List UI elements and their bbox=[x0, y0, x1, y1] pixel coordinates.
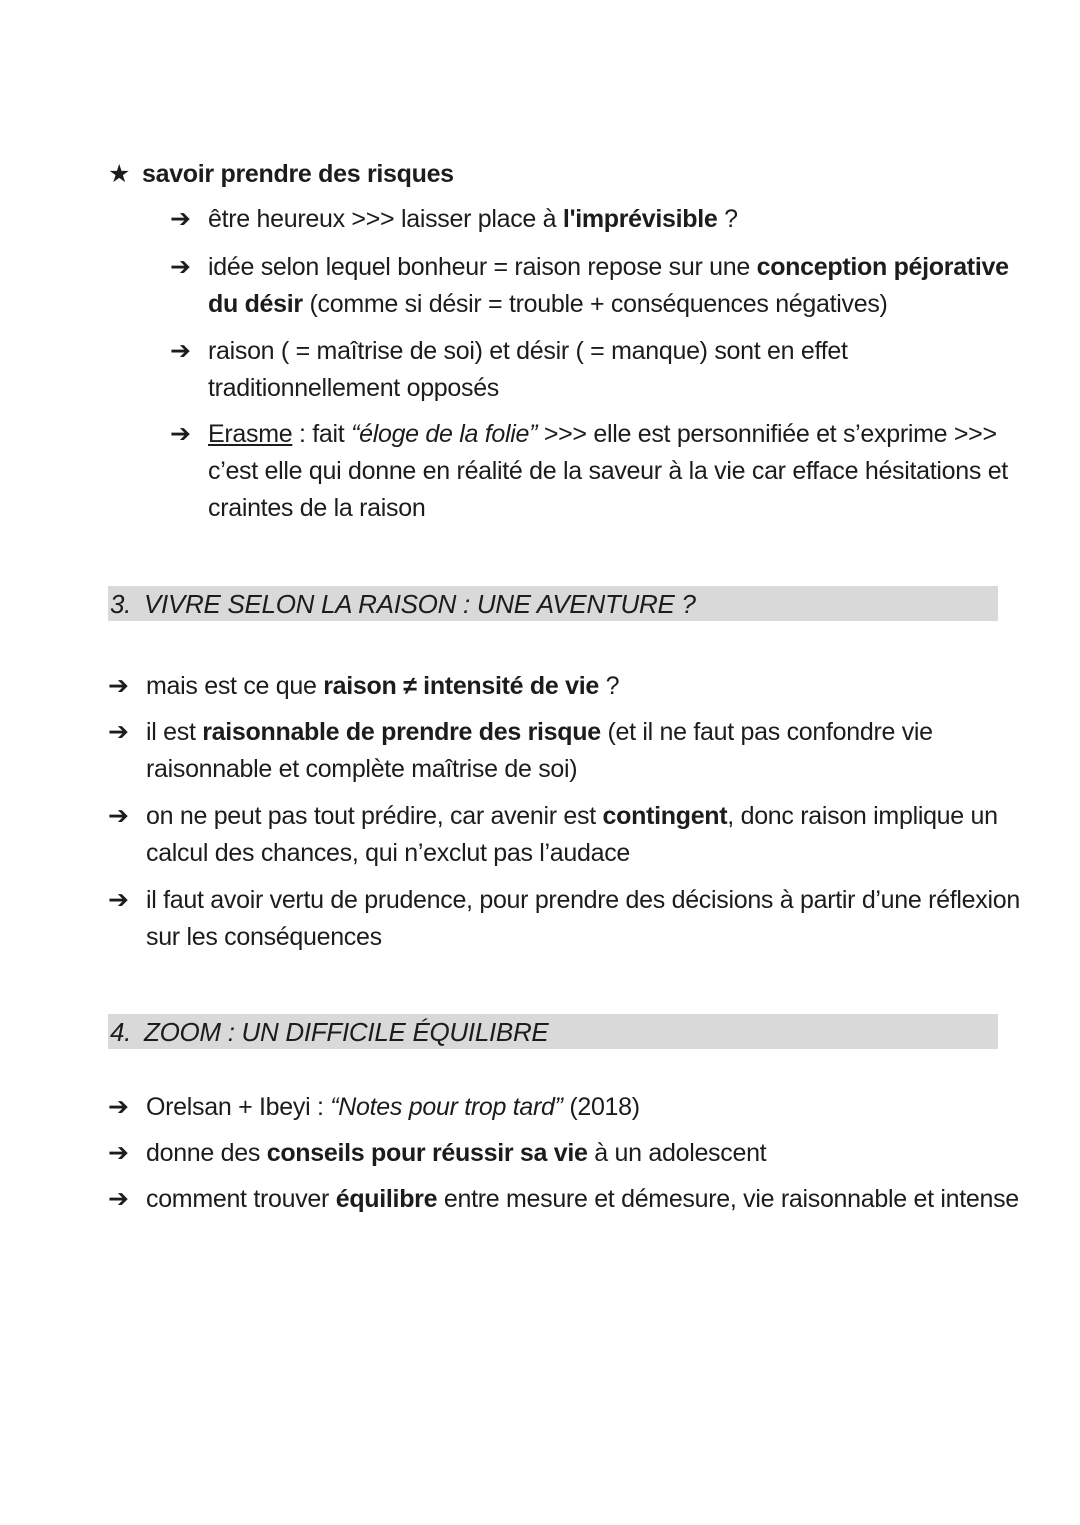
list-item: ➔ il faut avoir vertu de prudence, pour prendre des décisions à partir d’une réflexion sur les conséquences bbox=[108, 882, 1046, 956]
section-title: VIVRE SELON LA RAISON : UNE AVENTURE ? bbox=[144, 589, 696, 619]
arrow-icon: ➔ bbox=[170, 205, 191, 233]
list-item: ➔ raison ( = maîtrise de soi) et désir ( = manque) sont en effet traditionnellement opposés bbox=[170, 333, 1028, 407]
list-item: ➔ on ne peut pas tout prédire, car avenir est contingent, donc raison implique un calcul des chances, qui n’exclut pas l’audace bbox=[108, 798, 1046, 872]
section-heading bbox=[108, 1014, 998, 1049]
arrow-icon: ➔ bbox=[108, 718, 129, 746]
arrow-icon: ➔ bbox=[108, 672, 129, 700]
list-item: ➔ Erasme : fait “éloge de la folie” >>> elle est personnifiée et s’exprime >>> c’est elle qui donne en réalité de la saveur à la vie car efface hésitations et craintes de la raison bbox=[170, 416, 1028, 527]
arrow-icon: ➔ bbox=[108, 1185, 129, 1213]
list-item: ➔ il est raisonnable de prendre des risque (et il ne faut pas confondre vie raisonnable et complète maîtrise de soi) bbox=[108, 714, 1046, 788]
star-heading-text: savoir prendre des risques bbox=[142, 160, 454, 188]
arrow-icon: ➔ bbox=[170, 337, 191, 365]
list-item: ➔ idée selon lequel bonheur = raison repose sur une conception péjorative du désir (comme si désir = trouble + conséquences négatives) bbox=[170, 249, 1028, 323]
arrow-icon: ➔ bbox=[170, 420, 191, 448]
section-heading bbox=[108, 586, 998, 621]
arrow-icon: ➔ bbox=[108, 886, 129, 914]
section-title: ZOOM : UN DIFFICILE ÉQUILIBRE bbox=[144, 1017, 549, 1047]
star-heading bbox=[108, 156, 1008, 193]
list-item: ➔ mais est ce que raison ≠ intensité de vie ? bbox=[108, 668, 1046, 705]
list-item: ➔ comment trouver équilibre entre mesure et démesure, vie raisonnable et intense bbox=[108, 1181, 1046, 1218]
list-item: ➔ être heureux >>> laisser place à l'imprévisible ? bbox=[170, 201, 1028, 238]
section-number: 4. bbox=[110, 1017, 132, 1047]
star-icon: ★ bbox=[108, 160, 131, 188]
arrow-icon: ➔ bbox=[108, 1139, 129, 1167]
list-item: ➔ donne des conseils pour réussir sa vie à un adolescent bbox=[108, 1135, 1046, 1172]
arrow-icon: ➔ bbox=[108, 802, 129, 830]
section-number: 3. bbox=[110, 589, 132, 619]
list-item: ➔ Orelsan + Ibeyi : “Notes pour trop tard” (2018) bbox=[108, 1089, 1046, 1126]
arrow-icon: ➔ bbox=[170, 253, 191, 281]
arrow-icon: ➔ bbox=[108, 1093, 129, 1121]
